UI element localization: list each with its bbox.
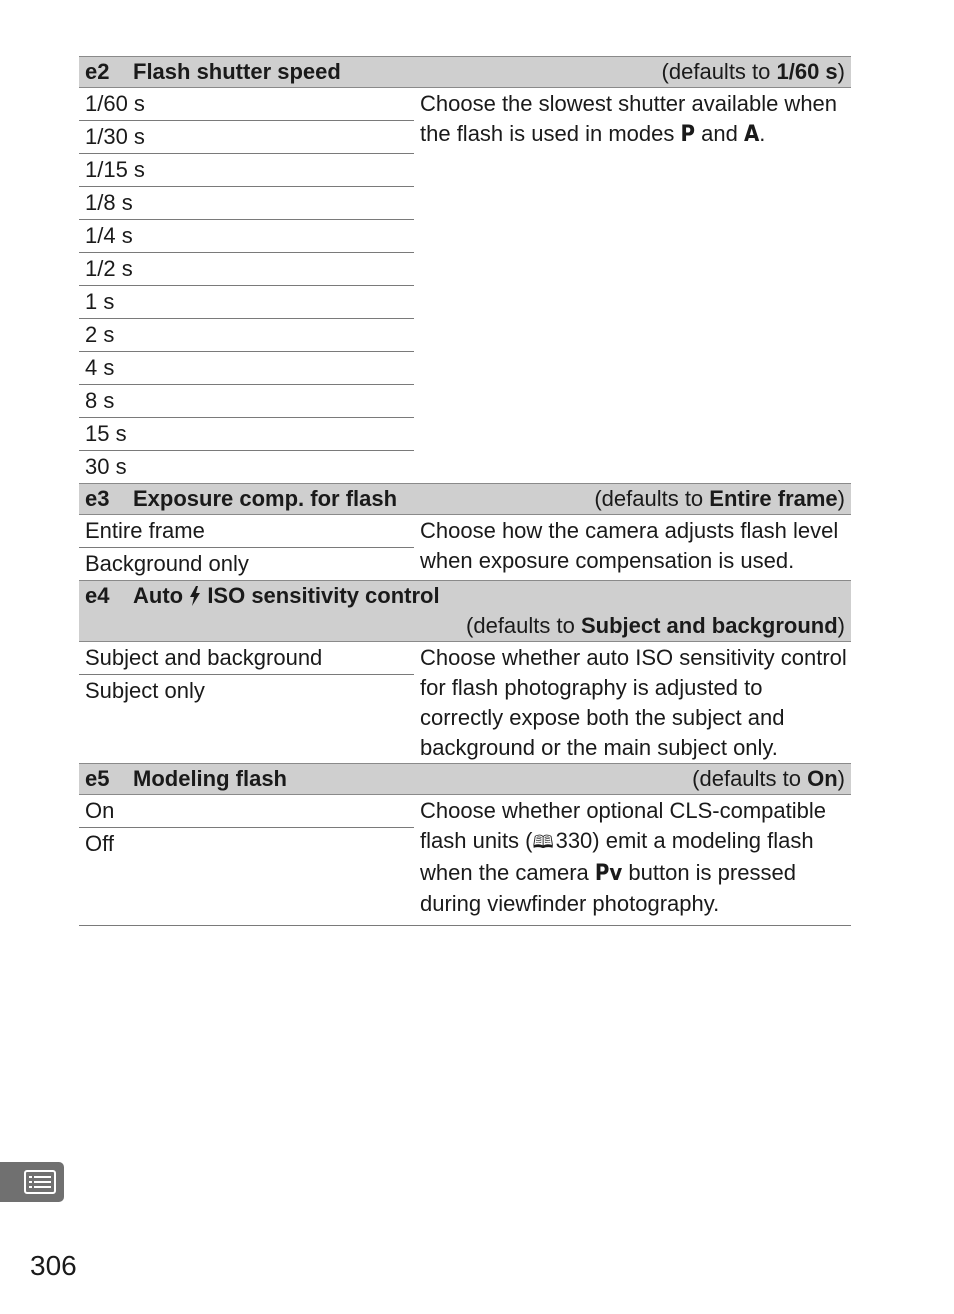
option-item: Off	[85, 831, 114, 856]
option-item: 8 s	[79, 385, 414, 418]
section-code: e4	[85, 583, 110, 608]
option-item: 1/60 s	[79, 88, 414, 121]
options-list	[79, 642, 414, 763]
option-item: 1/8 s	[79, 187, 414, 220]
section-header-e3	[79, 483, 851, 515]
options-list	[79, 515, 414, 580]
section-title: Auto ISO sensitivity control	[133, 583, 440, 608]
option-item: Entire frame	[79, 515, 414, 548]
option-item: 1/4 s	[79, 220, 414, 253]
section-description: Choose how the camera adjusts flash level when exposure compensation is used.	[420, 518, 839, 573]
mode-a-glyph: A	[743, 122, 760, 147]
option-item: On	[79, 795, 414, 828]
section-defaults: (defaults to Entire frame)	[594, 486, 845, 511]
section-description: Choose whether optional CLS-compatible flash units (🕮 330) emit a modeling flash when the camera Pv button is pressed during viewfinder photography.	[420, 798, 827, 916]
section-title: Modeling flash	[133, 766, 287, 791]
section-body-e3	[79, 515, 851, 580]
section-code: e3	[85, 486, 110, 511]
section-title: Flash shutter speed	[133, 59, 341, 84]
section-body-e5	[79, 795, 851, 926]
option-item: Subject only	[85, 678, 205, 703]
page-number: 306	[30, 1250, 77, 1281]
pv-button-glyph: Pv	[594, 861, 623, 886]
mode-p-glyph: P	[680, 122, 695, 147]
option-item: Subject and background	[79, 642, 414, 675]
section-defaults: (defaults to Subject and background)	[466, 613, 845, 638]
option-item: Background only	[85, 551, 249, 576]
section-code: e5	[85, 766, 110, 791]
option-item: 2 s	[79, 319, 414, 352]
flash-icon	[189, 586, 201, 606]
section-defaults: (defaults to 1/60 s)	[661, 59, 845, 84]
option-item: 4 s	[79, 352, 414, 385]
page-reference: 330	[555, 828, 593, 853]
section-title: Exposure comp. for flash	[133, 486, 398, 511]
default-value: On	[807, 766, 838, 791]
section-header-e5	[79, 763, 851, 795]
section-code: e2	[85, 59, 110, 84]
option-item: 1/2 s	[79, 253, 414, 286]
option-item: 30 s	[85, 454, 127, 479]
settings-table	[79, 56, 851, 926]
menu-list-icon	[0, 1162, 64, 1202]
default-value: Entire frame	[709, 486, 838, 511]
default-value: 1/60 s	[776, 59, 838, 84]
option-item: 15 s	[79, 418, 414, 451]
section-header-e4	[79, 580, 851, 642]
options-list	[79, 88, 414, 483]
section-defaults: (defaults to On)	[692, 766, 845, 791]
options-list	[79, 795, 414, 925]
default-value: Subject and background	[580, 613, 838, 638]
option-item: 1/30 s	[79, 121, 414, 154]
option-item: 1/15 s	[79, 154, 414, 187]
section-header-e2	[79, 56, 851, 88]
section-body-e4	[79, 642, 851, 763]
section-description: Choose the slowest shutter available when the flash is used in modes P and A.	[420, 91, 838, 147]
book-icon: 🕮	[532, 832, 554, 853]
section-description: Choose whether auto ISO sensitivity control for flash photography is adjusted to correctly expose both the subject and background or the main subject only.	[420, 645, 847, 760]
option-item: 1 s	[79, 286, 414, 319]
section-body-e2	[79, 88, 851, 483]
